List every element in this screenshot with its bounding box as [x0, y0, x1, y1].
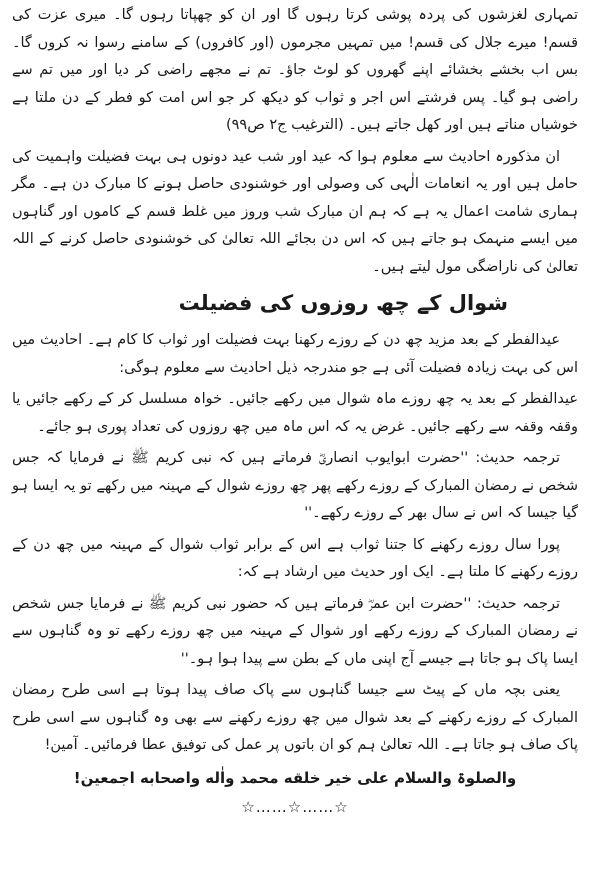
- section-heading: شوال کے چھ روزوں کی فضیلت: [178, 291, 508, 315]
- paragraph-hadith-ibn-umar: ترجمہ حدیث: ''حضرت ابن عمرؓ فرماتے ہیں کہ حضور نبی کریم ﷺ نے فرمایا جس شخص نے رمضان المبارک کے روزے رکھے اور شوال کے مہینہ میں چھ روزے رکھے تو وہ گناہوں سے ایسا پاک ہو جاتا ہے جیسے آج اپنی ماں کے بطن سے پیدا ہوا ہو۔'': [12, 595, 578, 667]
- paragraph-eid-significance: ان مذکورہ احادیث سے معلوم ہوا کہ عید اور شب عید دونوں ہی بہت فضیلت واہمیت کی حامل ہیں اور یہ انعامات الٰہی کی وصولی اور خوشنودی حاصل ہونے کا مبارک دن ہے۔ مگر ہماری شامت اعمال یہ ہے کہ ہم ان مبارک شب وروز میں غلط قسم کے کاموں اور گناہوں میں ایسے منہمک ہو جاتے ہیں کہ اس دن بجائے اللہ تعالیٰ کی خوشنودی حاصل کرنے کے اللہ تعالیٰ کی ناراضگی مول لیتے ہیں۔: [12, 148, 578, 275]
- paragraph-six-fasts-intro: عیدالفطر کے بعد مزید چھ دن کے روزے رکھنا بہت فضیلت اور ثواب کا کام ہے۔ احادیث میں اس کی بہت زیادہ فضیلت آئی ہے جو مندرجہ ذیل احادیث سے معلوم ہوگی:: [12, 332, 578, 376]
- closing-benediction: والصلوۃ والسلام علی خیر خلقه محمد واٰله واصحابه اجمعین!: [73, 768, 517, 787]
- paragraph-conclusion: یعنی بچہ ماں کے پیٹ سے جیسا گناہوں سے پاک صاف پیدا ہوتا ہے اسی طرح رمضان المبارک کے روزے رکھنے کے بعد شوال میں چھ روزے رکھنے سے بھی وہ گناہوں سے اسی طرح پاک صاف ہو جاتا ہے۔ اللہ تعالیٰ ہم کو ان باتوں پر عمل کی توفیق عطا فرمائیں۔ آمین!: [12, 682, 578, 753]
- star-divider: ☆……☆……☆: [241, 797, 349, 816]
- paragraph-six-fasts-rule: عیدالفطر کے بعد یہ چھ روزے ماہ شوال میں رکھے جائیں۔ خواہ مسلسل کر کے رکھے جائیں یا وقفہ وقفہ سے رکھے جائیں۔ غرض یہ کہ اس ماہ میں چھ روزوں کی تعداد پوری ہو جائے۔: [12, 391, 578, 435]
- paragraph-reward-explanation: پورا سال روزے رکھنے کا جتنا ثواب ہے اس کے برابر ثواب شوال کے مہینہ میں چھ دن کے روزے رکھنے کا ملتا ہے۔ ایک اور حدیث میں ارشاد ہے کہ:: [12, 536, 578, 580]
- paragraph-hadith-continuation: تمہاری لغزشوں کی پردہ پوشی کرتا رہوں گا اور ان کو چھپاتا رہوں گا۔ میری عزت کی قسم! میرے جلال کی قسم! میں تمہیں مجرموں (اور کافروں) کے سامنے رسوا نہ کروں گا۔ بس اب بخشے بخشائے اپنے گھروں کو لوٹ جاؤ۔ تم نے مجھے راضی کر دیا اور میں تم سے راضی ہو گیا۔ پس فرشتے اس اجر و ثواب کو دیکھ کر جو اس امت کو فطر کے دن ملتا ہے خوشیاں مناتے ہیں اور کھل جاتے ہیں۔ (الترغیب ج۲ ص۹۹): [12, 7, 578, 133]
- paragraph-hadith-abu-ayyub: ترجمہ حدیث: ''حضرت ابوایوب انصاریؓ فرماتے ہیں کہ نبی کریم ﷺ نے فرمایا کہ جس شخص نے رمضان المبارک کے روزے رکھے پھر چھ روزے شوال کے مہینہ میں رکھے تو یہ ایسا ہو گیا جیسا کہ اس نے سال بھر کے روزے رکھے۔'': [12, 450, 578, 521]
